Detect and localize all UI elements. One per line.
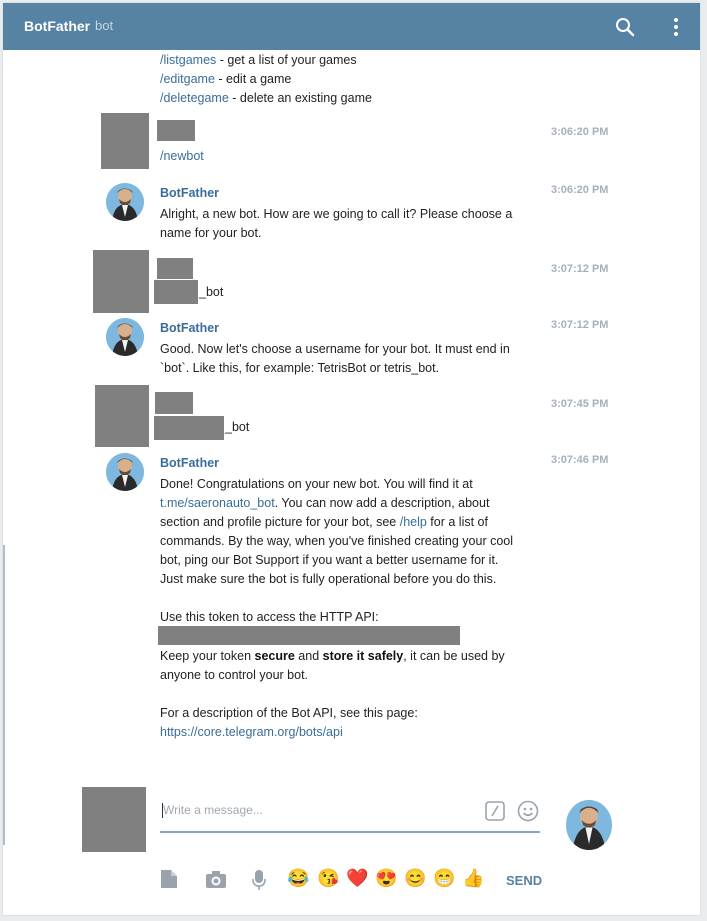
message-history	[3, 50, 700, 772]
message-line: Good. Now let's choose a username for your bot. It must end in	[160, 342, 510, 356]
emoji-heart[interactable]: ❤️	[346, 868, 369, 888]
message-composer	[3, 772, 700, 915]
bot-link[interactable]: t.me/saeronauto_bot	[160, 496, 275, 510]
user-name-redacted	[157, 258, 193, 279]
user-name-redacted	[157, 120, 195, 141]
message-timestamp: 3:06:20 PM	[551, 184, 609, 196]
message-timestamp: 3:06:20 PM	[551, 126, 609, 138]
message-line: For a description of the Bot API, see this page:	[160, 706, 418, 720]
search-icon[interactable]	[614, 16, 636, 38]
command-link[interactable]: /listgames	[160, 53, 217, 67]
message-line: anyone to control your bot.	[160, 668, 309, 682]
message-timestamp: 3:07:12 PM	[551, 319, 609, 331]
message-input[interactable]	[160, 801, 540, 833]
emoji-joy[interactable]: 😂	[287, 868, 310, 888]
chat-title[interactable]: BotFather	[24, 18, 91, 34]
message-line: section and profile picture for your bot, see /help for a list of	[160, 515, 488, 529]
message-line: Alright, a new bot. How are we going to call it? Please choose a	[160, 207, 513, 221]
sender-name[interactable]: BotFather	[160, 321, 220, 335]
bot-api-link[interactable]: https://core.telegram.org/bots/api	[160, 725, 343, 739]
sender-name[interactable]: BotFather	[160, 186, 220, 200]
bot-name-redacted	[154, 280, 198, 304]
emoji-grin[interactable]: 😁	[433, 868, 456, 888]
emoji-icon[interactable]	[517, 800, 539, 822]
message-text: _bot	[199, 285, 224, 299]
command-link[interactable]: /editgame	[160, 72, 215, 86]
message-line: /listgames - get a list of your games	[160, 53, 357, 67]
message-line: Done! Congratulations on your new bot. You will find it at	[160, 477, 473, 491]
message-line: Use this token to access the HTTP API:	[160, 610, 379, 624]
send-button[interactable]: SEND	[506, 873, 543, 888]
message-line: commands. By the way, when you've finished creating your cool	[160, 534, 514, 548]
emoji-thumbs-up[interactable]: 👍	[462, 868, 485, 888]
token-redacted	[158, 626, 460, 645]
more-vertical-icon[interactable]	[669, 16, 683, 38]
bot-avatar[interactable]	[566, 800, 612, 850]
message-line: Just make sure the bot is fully operational before you do this.	[160, 572, 497, 586]
own-avatar-redacted[interactable]	[82, 787, 146, 852]
message-timestamp: 3:07:45 PM	[551, 398, 609, 410]
emoji-blush[interactable]: 😊	[404, 868, 427, 888]
chat-header	[3, 3, 700, 50]
emoji-heart-eyes[interactable]: 😍	[375, 868, 398, 888]
message-line: bot, ping our Bot Support if you want a better username for it.	[160, 553, 499, 567]
message-line: `bot`. Like this, for example: TetrisBot or tetris_bot.	[160, 361, 440, 375]
bot-name-redacted	[154, 416, 224, 440]
document-icon[interactable]	[160, 869, 178, 894]
message-line: name for your bot.	[160, 226, 262, 240]
bot-command-icon[interactable]	[485, 801, 505, 821]
botfather-avatar[interactable]	[106, 453, 144, 491]
message-timestamp: 3:07:12 PM	[551, 263, 609, 275]
user-avatar-redacted[interactable]	[93, 250, 149, 313]
message-line: /editgame - edit a game	[160, 72, 292, 86]
microphone-icon[interactable]	[252, 869, 266, 896]
sender-name[interactable]: BotFather	[160, 456, 220, 470]
help-command-link[interactable]: /help	[399, 515, 427, 529]
botfather-avatar[interactable]	[106, 318, 144, 356]
botfather-avatar[interactable]	[106, 183, 144, 221]
telegram-window	[3, 3, 700, 915]
message-text[interactable]: /newbot	[160, 149, 204, 163]
message-line: /deletegame - delete an existing game	[160, 91, 372, 105]
user-avatar-redacted[interactable]	[101, 113, 149, 169]
user-name-redacted	[155, 392, 193, 414]
message-text: _bot	[225, 420, 250, 434]
emoji-kiss[interactable]: 😘	[317, 868, 340, 888]
message-timestamp: 3:07:46 PM	[551, 454, 609, 466]
user-avatar-redacted[interactable]	[95, 385, 149, 447]
message-line: Keep your token secure and store it safely, it can be used by	[160, 649, 505, 663]
camera-icon[interactable]	[205, 869, 227, 894]
chat-subtitle: bot	[95, 18, 114, 33]
input-placeholder: Write a message...	[163, 803, 263, 817]
message-line: t.me/saeronauto_bot. You can now add a description, about	[160, 496, 490, 510]
command-link[interactable]: /deletegame	[160, 91, 229, 105]
